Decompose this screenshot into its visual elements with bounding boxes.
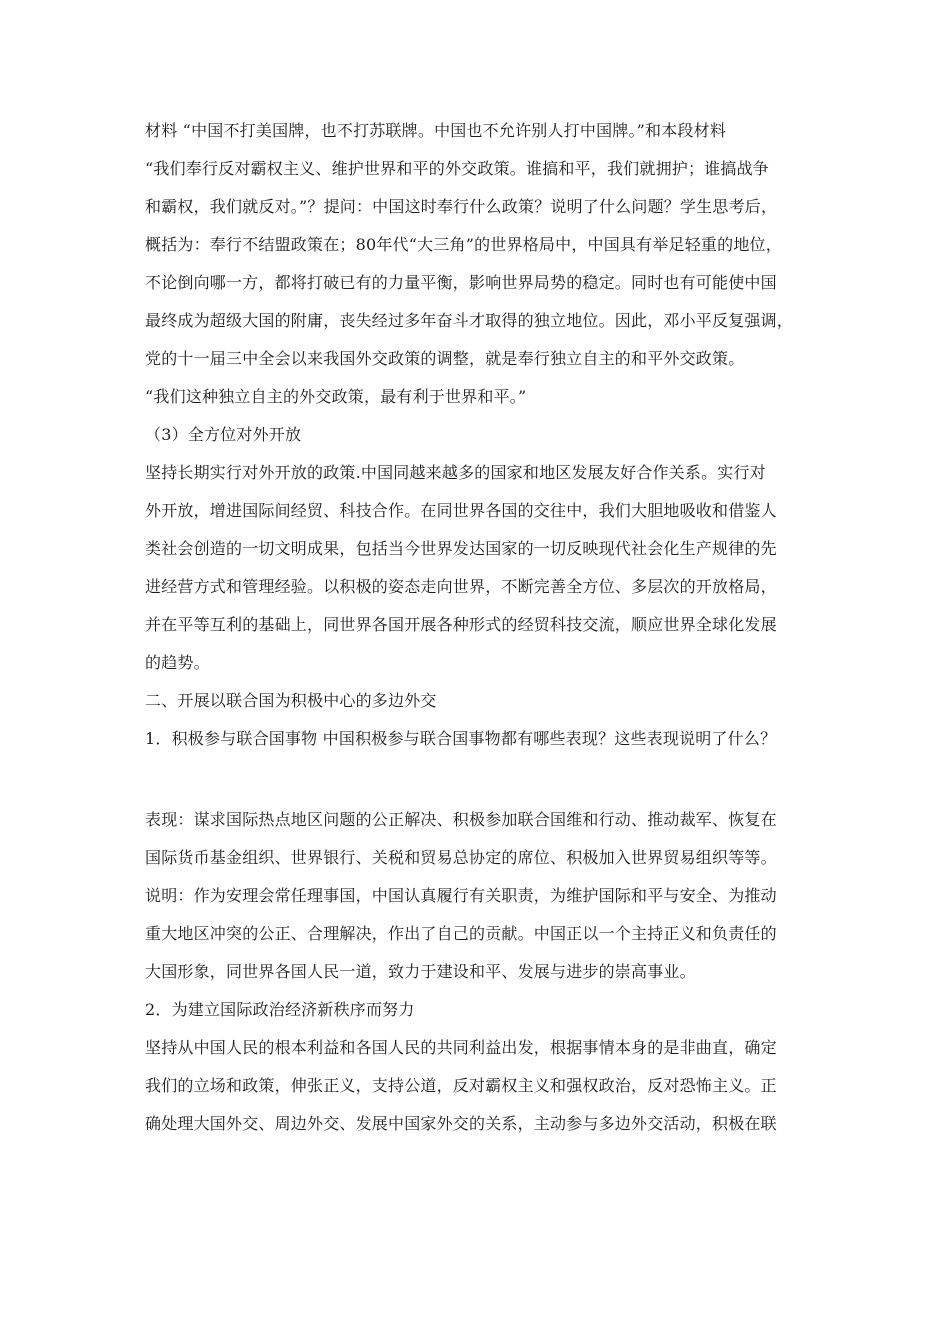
text-line: 不论倒向哪一方，都将打破已有的力量平衡，影响世界局势的稳定。同时也有可能使中国 xyxy=(145,273,777,292)
text-line: 坚持从中国人民的根本利益和各国人民的共同利益出发，根据事情本身的是非曲直，确定 xyxy=(145,1038,777,1057)
section-heading: 1．积极参与联合国事物 中国积极参与联合国事物都有哪些表现？这些表现说明了什么？ xyxy=(145,729,777,748)
text-line: 坚持长期实行对外开放的政策.中国同越来越多的国家和地区发展友好合作关系。实行对 xyxy=(145,463,766,482)
text-line: 大国形象，同世界各国人民一道，致力于建设和平、发展与进步的崇高事业。 xyxy=(145,962,696,981)
section-heading: 二、开展以联合国为积极中心的多边外交 xyxy=(145,691,437,710)
text-line: 进经营方式和管理经验。以积极的姿态走向世界，不断完善全方位、多层次的开放格局， xyxy=(145,577,777,596)
section-heading: （3）全方位对外开放 xyxy=(145,425,302,444)
section-heading: 2．为建立国际政治经济新秩序而努力 xyxy=(145,1000,415,1019)
text-line: 类社会创造的一切文明成果，包括当今世界发达国家的一切反映现代社会化生产规律的先 xyxy=(145,539,777,558)
text-line: 并在平等互利的基础上，同世界各国开展各种形式的经贸科技交流，顺应世界全球化发展 xyxy=(145,615,777,634)
text-line: 党的十一届三中全会以来我国外交政策的调整，就是奉行独立自主的和平外交政策。 xyxy=(145,349,745,368)
text-line: 确处理大国外交、周边外交、发展中国家外交的关系，主动参与多边外交活动，积极在联 xyxy=(145,1114,777,1133)
text-line: 和霸权，我们就反对。”？提问：中国这时奉行什么政策？说明了什么问题？学生思考后， xyxy=(145,197,778,216)
text-line: 的趋势。 xyxy=(145,653,210,672)
text-line: 说明：作为安理会常任理事国，中国认真履行有关职责，为维护国际和平与安全、为推动 xyxy=(145,886,777,905)
text-line: 重大地区冲突的公正、合理解决，作出了自己的贡献。中国正以一个主持正义和负责任的 xyxy=(145,924,777,943)
text-line: 国际货币基金组织、世界银行、关税和贸易总协定的席位、积极加入世界贸易组织等等。 xyxy=(145,848,777,867)
text-line: 表现：谋求国际热点地区问题的公正解决、积极参加联合国维和行动、推动裁军、恢复在 xyxy=(145,810,777,829)
text-line: 最终成为超级大国的附庸，丧失经过多年奋斗才取得的独立地位。因此，邓小平反复强调， xyxy=(145,311,794,330)
text-line: 外开放，增进国际间经贸、科技合作。在同世界各国的交往中，我们大胆地吸收和借鉴人 xyxy=(145,501,777,520)
text-line: 材料 “中国不打美国牌，也不打苏联牌。中国也不允许别人打中国牌。”和本段材料 xyxy=(145,121,727,140)
text-line: “我们这种独立自主的外交政策，最有利于世界和平。” xyxy=(145,387,527,406)
text-line: 我们的立场和政策，伸张正义，支持公道，反对霸权主义和强权政治，反对恐怖主义。正 xyxy=(145,1076,777,1095)
text-line: “我们奉行反对霸权主义、维护世界和平的外交政策。谁搞和平，我们就拥护；谁搞战争 xyxy=(145,159,769,178)
text-line: 概括为：奉行不结盟政策在；80年代“大三角”的世界格局中，中国具有举足轻重的地位， xyxy=(145,235,782,254)
